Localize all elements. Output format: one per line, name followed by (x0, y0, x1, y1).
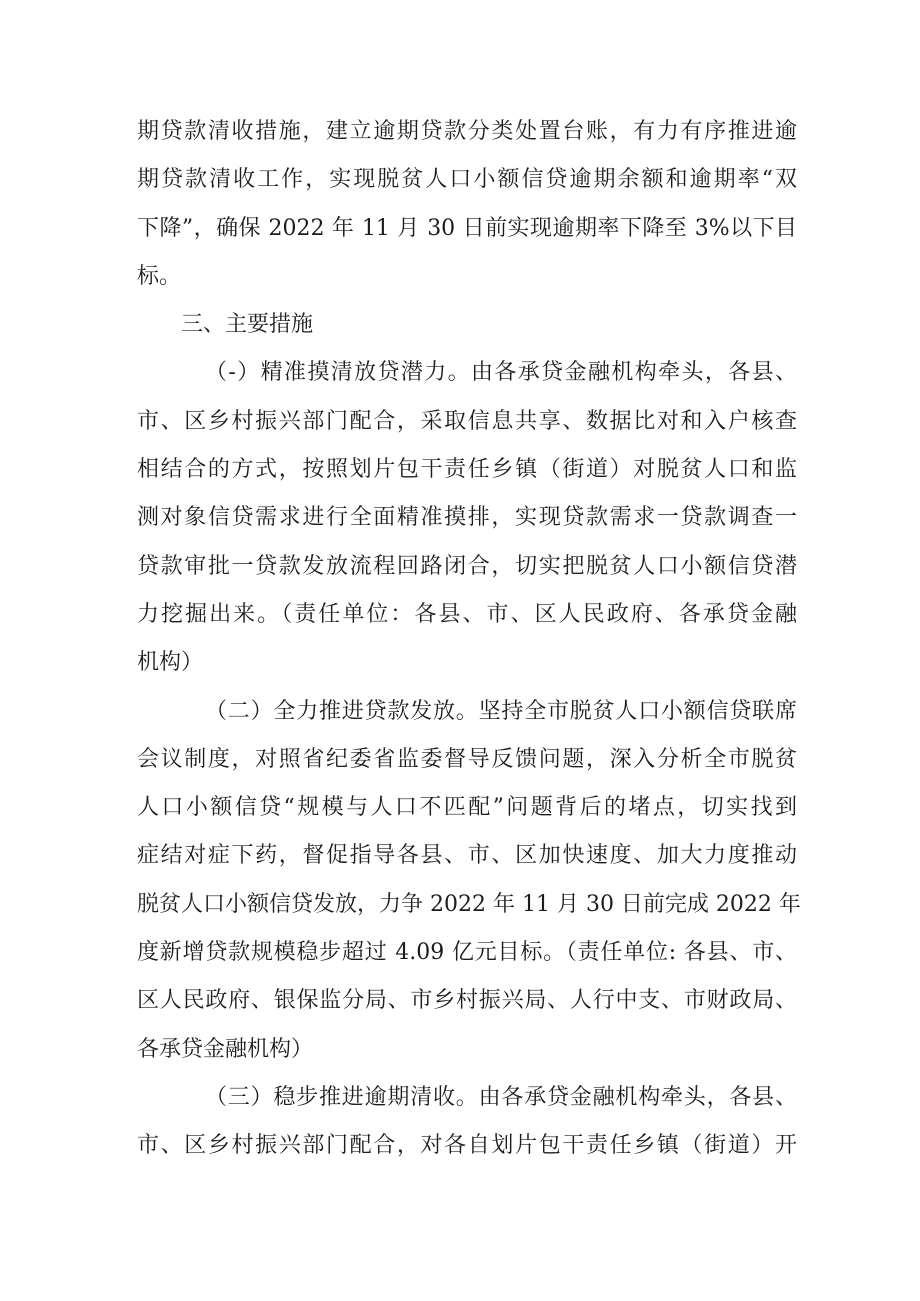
body-line: （三）稳步推进逾期清收。由各承贷金融机构牵头，各县、 (205, 1084, 797, 1110)
body-line: 力挖掘出来。（责任单位：各县、市、区人民政府、各承贷金融 (137, 601, 797, 627)
body-line: （-）精准摸清放贷潜力。由各承贷金融机构牵头，各县、 (205, 360, 797, 386)
body-line: 机构） (137, 650, 204, 676)
body-line: 会议制度，对照省纪委省监委督导反馈问题，深入分析全市脱贫 (137, 746, 797, 772)
body-line: 期贷款清收措施，建立逾期贷款分类处置台账，有力有序推进逾 (137, 119, 797, 144)
body-line: 市、区乡村振兴部门配合，对各自划片包干责任乡镇（街道）开 (137, 1133, 797, 1159)
body-line: 各承贷金融机构） (137, 1036, 314, 1062)
body-line: 症结对症下药，督促指导各县、市、区加快速度、加大力度推动 (137, 843, 797, 869)
body-line: 测对象信贷需求进行全面精准摸排，实现贷款需求一贷款调查一 (137, 505, 797, 531)
body-line: 脱贫人口小额信贷发放，力争 2022 年 11 月 30 日前完成 2022 年 (137, 891, 801, 917)
body-line: 期贷款清收工作，实现脱贫人口小额信贷逾期余额和逾期率“双 (137, 167, 797, 193)
body-line: （二）全力推进贷款发放。坚持全市脱贫人口小额信贷联席 (205, 698, 797, 724)
body-line: 贷款审批一贷款发放流程回路闭合，切实把脱贫人口小额信贷潜 (137, 553, 797, 579)
body-line: 相结合的方式，按照划片包干责任乡镇（街道）对脱贫人口和监 (137, 457, 797, 483)
body-line: 区人民政府、银保监分局、市乡村振兴局、人行中支、市财政局、 (137, 988, 797, 1014)
document-body (137, 108, 801, 1171)
body-line: 下降”，确保 2022 年 11 月 30 日前实现逾期率下降至 3%以下目 (137, 215, 797, 241)
body-line: 人口小额信贷“规模与人口不匹配”问题背后的堵点，切实找到 (137, 795, 797, 821)
body-line: 度新增贷款规模稳步超过 4.09 亿元目标。（责任单位: 各县、市、 (137, 940, 797, 966)
body-line: 标。 (137, 263, 182, 289)
body-line: 市、区乡村振兴部门配合，采取信息共享、数据比对和入户核查 (137, 408, 797, 434)
section-heading: 三、主要措施 (181, 312, 314, 338)
